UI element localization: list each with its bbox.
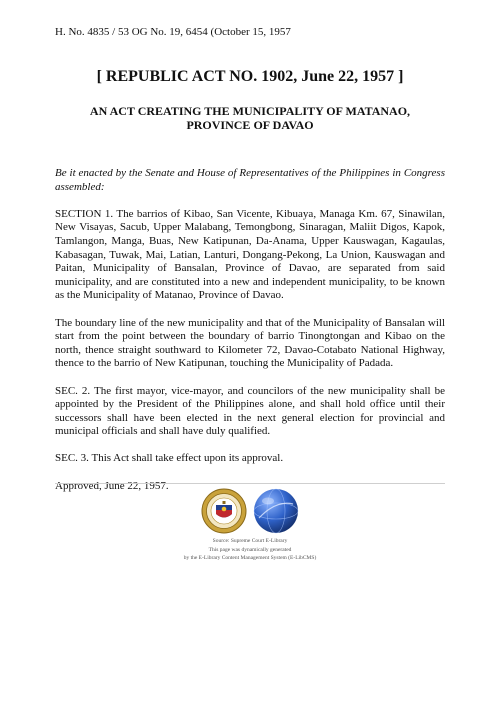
section-3-paragraph: SEC. 3. This Act shall take effect upon its approval.: [55, 452, 284, 465]
footer-cms-line: by the E-Library Content Management System (E-LibCMS): [183, 555, 317, 561]
act-body: [55, 167, 445, 507]
section-1-paragraph: SECTION 1. The barrios of Kibao, San Vicente, Kibuaya, Managa Km. 67, Sinawilan, New Visayas, Sacub, Upper Malabang, Temongbong, Sinaragan, Maliit Digos, Kapok, Tamlangon, Manga, Buas, New Katipunan, Da-Anama, Upper Kauswagan, Kagaulas, Kabasagan, Tuwak, Mai, Latian, Lanturi, Dongang-Pekong, La Union, Kauswagan and Paitan, Municipality of Bansalan, Province of Davao, are separated from said municipality, and are constituted into a new and independent municipality, to be known as the Municipality of Matanao, Province of Davao.: [55, 207, 445, 302]
enacting-clause: Be it enacted by the Senate and House of Representatives of the Philippines in Congress assembled:: [55, 167, 445, 193]
act-subtitle-line-2: PROVINCE OF DAVAO: [186, 118, 314, 132]
footer-source-line: Source: Supreme Court E-Library: [212, 538, 288, 544]
section-2-paragraph: SEC. 2. The first mayor, vice-mayor, and councilors of the new municipality shall be appointed by the President of the Philippines alone, and shall hold office until their successors shall have been elected in the next general election for provincial and municipal officials and shall have duly qualified.: [55, 384, 445, 438]
act-title: [ REPUBLIC ACT NO. 1902, June 22, 1957 ]: [96, 68, 404, 85]
footer-generated-line: This page was dynamically generated: [208, 546, 292, 553]
footer-divider: [55, 483, 445, 484]
supreme-court-seal-icon: [201, 488, 247, 534]
act-subtitle: [55, 104, 445, 132]
footer-logos: [0, 488, 500, 534]
approval-line: Approved, June 22, 1957.: [55, 479, 169, 492]
act-subtitle-line-1: AN ACT CREATING THE MUNICIPALITY OF MATANAO,: [89, 104, 411, 118]
footer-source: [0, 537, 500, 563]
document-reference: H. No. 4835 / 53 OG No. 19, 6454 (October 15, 1957: [55, 26, 291, 38]
boundary-paragraph: The boundary line of the new municipality and that of the Municipality of Bansalan will start from the point between the boundary of barrio Tinongtongan and Kibao on the north, thence straight southward to Kilometer 72, Davao-Cotabato National Highway, thence to the barrio of New Katipunan, touching the Municipality of Padada.: [55, 316, 445, 370]
e-library-globe-icon: [253, 488, 299, 534]
